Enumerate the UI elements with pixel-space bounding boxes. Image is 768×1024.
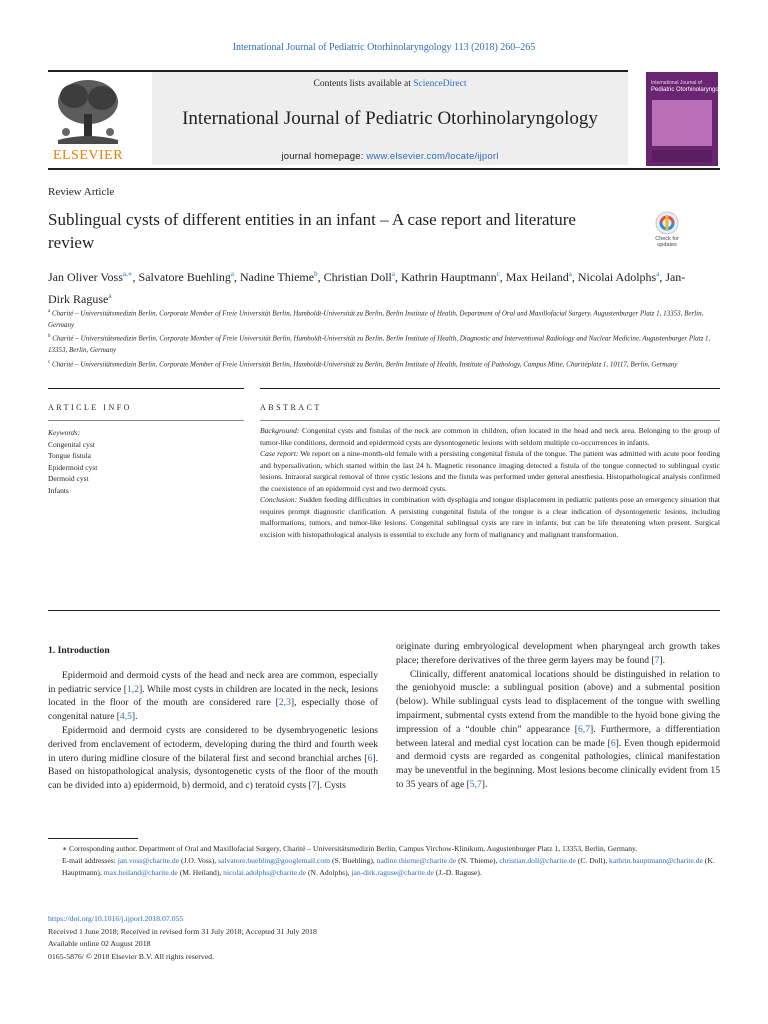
author-name: Jan Oliver Voss <box>48 270 123 284</box>
keyword: Congenital cyst <box>48 439 95 449</box>
intro-paragraph-3 <box>396 668 720 792</box>
abstract-heading: ABSTRACT <box>260 403 322 412</box>
affiliation-marker: c <box>48 359 51 365</box>
citation-reference-link[interactable]: 6,7 <box>578 723 590 735</box>
abstract-section-label: Conclusion: <box>260 495 298 504</box>
citation-reference-link[interactable]: 7 <box>654 654 660 666</box>
email-owner: (N. Adolphs), <box>306 868 352 877</box>
check-for-updates-label: Check for updates <box>655 236 679 248</box>
affiliation <box>48 331 720 356</box>
keyword: Infants <box>48 485 69 495</box>
author-affiliation-marker[interactable]: a <box>391 270 396 278</box>
sciencedirect-link[interactable]: ScienceDirect <box>413 79 467 89</box>
keyword: Dermoid cyst <box>48 474 89 483</box>
paragraph-text: ]. Even though epidermoid and dermoid cysts are regarded as congenital pathologies, clinical manifestation may be uneventful in the beginning. Most lesions become clinically evident from 15 to 35 years of age [ <box>396 737 720 790</box>
publication-info <box>48 913 720 963</box>
keyword: Epidermoid cyst <box>48 462 98 472</box>
author-affiliation-marker[interactable]: a <box>108 292 112 300</box>
article-type: Review Article <box>48 186 115 198</box>
homepage-link[interactable]: www.elsevier.com/locate/ijporl <box>366 151 499 162</box>
paragraph-text: Clinically, different anatomical locations should be distinguished in relation to the geniohyoid muscle: a sublingual position (above) and a submental position (below). While sublingual cysts lead to displacement of the tongue with swelling impairment, submental cysts extend from the mandible to the hyoid bone giving the impression of a “double chin” appearance [ <box>396 668 720 735</box>
section-heading-introduction: 1. Introduction <box>48 645 110 656</box>
article-info-heading: ARTICLE INFO <box>48 403 132 412</box>
author-affiliation-marker[interactable]: a <box>656 270 660 278</box>
email-link[interactable]: christian.doll@charite.de <box>499 856 576 865</box>
email-owner: (K. Hauptmann), <box>62 856 715 877</box>
citation-reference-link[interactable]: 6 <box>367 752 373 764</box>
author-name: Christian Doll <box>323 270 392 284</box>
paragraph-text: Epidermoid and dermoid cysts of the head and neck area are common, especially in pediatric service [ <box>48 669 378 695</box>
email-link[interactable]: jan-dirk.raguse@charite.de <box>351 868 434 877</box>
email-link[interactable]: nadine.thieme@charite.de <box>376 856 457 865</box>
email-link[interactable]: jan.voss@charite.de <box>117 856 180 865</box>
body-column-left <box>48 644 378 793</box>
cover-title-small: International Journal of <box>651 80 702 86</box>
email-link[interactable]: salvatore.buehling@googlemail.com <box>218 856 331 865</box>
footnotes <box>48 843 720 879</box>
affiliations <box>48 306 720 370</box>
article-info-rule <box>48 388 244 389</box>
keyword-list <box>48 439 244 497</box>
journal-homepage <box>152 151 628 162</box>
received-dates: Received 1 June 2018; Received in revised form 31 July 2018; Accepted 31 July 2018 <box>48 926 317 936</box>
abstract-body <box>260 425 720 540</box>
available-online: Available online 02 August 2018 <box>48 939 151 948</box>
abstract-section-label: Case report: <box>260 449 299 458</box>
cover-image <box>652 100 712 146</box>
paragraph-text: originate during embryological development when pharyngeal arch growth takes place; therefore derivatives of the three germ layers may be found [ <box>396 641 720 666</box>
contents-prefix: Contents lists available at <box>313 79 414 89</box>
citation-reference-link[interactable]: 1,2 <box>126 683 139 695</box>
paragraph-text: ]. Based on histopathological analysis, dysontogenetic cysts of the floor of the mouth can be divided into a) epidermoid, b) dermoid, and c) teratoid cysts [ <box>48 752 378 792</box>
journal-name: International Journal of Pediatric Otorhinolaryngology <box>182 108 598 129</box>
affiliation-marker: a <box>48 309 51 314</box>
paragraph-text: ]. <box>659 654 666 666</box>
header-rule-bottom <box>48 168 720 170</box>
paragraph-text: ]. Cysts <box>316 780 346 792</box>
abstract-bottom-rule <box>48 610 720 611</box>
contents-line <box>152 79 628 89</box>
keywords-label: Keywords: <box>48 428 81 437</box>
paragraph-text: ]. Furthermore, a differentiation between lateral and medial cyst location can be made [ <box>396 723 720 749</box>
homepage-prefix: journal homepage: <box>281 151 367 162</box>
article-info-subrule <box>48 420 244 421</box>
abstract-section-text: Congenital cysts and fistulas of the neck are common in children, often located in the head and neck area. Belonging to the group of tumor-like conditions, dermoid and epidermoid cysts are dysontogenetic lesions with seldom multiple co-occurrences in infants. <box>260 426 720 447</box>
author-name: Kathrin Hauptmann <box>401 270 497 284</box>
abstract-section <box>260 425 720 448</box>
citation-reference-link[interactable]: 6 <box>610 737 616 749</box>
email-owner: (C. Doll), <box>575 856 610 865</box>
footnote-rule <box>48 838 138 839</box>
affiliation-text: Charité – Universitätsmedizin Berlin, Corporate Member of Freie Universität Berlin, Humboldt-Universität zu Berlin, Berlin Institute of Health, Institute of Pathology, Campus Mitte, Charitéplatz 1, 10117, Berlin, Germany <box>51 359 678 368</box>
journal-citation[interactable]: International Journal of Pediatric Otorhinolaryngology 113 (2018) 260–265 <box>232 42 536 53</box>
author-affiliation-marker[interactable]: c <box>496 270 500 278</box>
author-name: Jan-Dirk Raguse <box>48 270 686 306</box>
email-owner: (N. Thieme), <box>456 856 500 865</box>
abstract-section <box>260 494 720 540</box>
author-name: Max Heiland <box>505 270 569 284</box>
email-label: E-mail addresses: <box>62 856 116 865</box>
affiliation-text: Charité – Universitätsmedizin Berlin, Corporate Member of Freie Universität Berlin, Humboldt-Universität zu Berlin, Berlin Institute of Health, Diagnostic and Interventional Radiology and Nuclear Medicine, Augustenburger Platz 1, 13353, Berlin, Germany <box>48 334 711 355</box>
cover-title: Pediatric Otorhinolaryngology <box>651 87 730 93</box>
keyword: Tongue fistula <box>48 451 92 460</box>
abstract-section-label: Background: <box>260 426 300 435</box>
author-affiliation-marker[interactable]: a <box>230 270 234 278</box>
article-title: Sublingual cysts of different entities in an infant – A case report and literature review <box>48 210 576 252</box>
email-owner: (J.O. Voss), <box>179 856 219 865</box>
author-affiliation-marker[interactable]: a,∗ <box>122 270 133 278</box>
doi-link[interactable]: https://doi.org/10.1016/j.ijporl.2018.07.055 <box>48 914 184 923</box>
affiliation <box>48 306 720 331</box>
paragraph-text: ]. <box>481 778 488 790</box>
intro-paragraph-2-continued <box>396 640 720 668</box>
abstract-rule <box>260 388 720 389</box>
keywords-block <box>48 427 244 496</box>
paragraph-text: ]. While most cysts in children are located in the neck, lesions located in the floor of the mouth are considered rare [ <box>48 683 378 709</box>
intro-paragraph-1 <box>48 669 378 724</box>
email-link[interactable]: kathrin.hauptmann@charite.de <box>609 856 703 865</box>
email-link[interactable]: nicolai.adolphs@charite.de <box>223 868 307 877</box>
body-column-right <box>396 640 720 792</box>
paragraph-text: ]. <box>131 711 138 723</box>
citation-reference-link[interactable]: 2,3 <box>278 697 291 709</box>
email-owner: (M. Heiland), <box>177 868 224 877</box>
author-list: Jan Oliver Voss$^{a,∗}$, Salvatore Buehling$^a$, Nadine Thieme$^b$, Christian Doll$^a$, Kathrin Hauptmann$^c$, Max Heiland$^a$, Nicolai Adolphs$^a$, Jan-Dirk Raguse$^a$ <box>48 270 686 306</box>
author-name: Salvatore Buehling <box>138 270 231 284</box>
author-name: Nadine Thieme <box>239 270 315 284</box>
citation-reference-link[interactable]: 7 <box>311 780 317 792</box>
author-affiliation-marker[interactable]: b <box>314 270 318 278</box>
corresponding-author-note: ∗ Corresponding author. Department of Oral and Maxillofacial Surgery, Charité – Universitätsmedizin Berlin, Campus Virchow-Klinikum, Augustenburger Platz 1, 13353, Berlin, Germany. <box>62 844 638 853</box>
elsevier-wordmark: ELSEVIER <box>52 148 124 163</box>
citation-reference-link[interactable]: 4,5 <box>119 711 132 723</box>
affiliation-text: Charité – Universitätsmedizin Berlin, Corporate Member of Freie Universität Berlin, Humboldt-Universität zu Berlin, Berlin Institute of Health, Department of Oral and Maxillofacial Surgery, Augustenburger Platz 1, 13353, Berlin, Germany <box>48 309 704 329</box>
email-addresses <box>48 855 720 879</box>
citation-reference-link[interactable]: 5,7 <box>469 778 482 790</box>
intro-paragraph-2 <box>48 724 378 793</box>
author-affiliation-marker[interactable]: a <box>568 270 572 278</box>
abstract-section <box>260 448 720 494</box>
affiliation <box>48 357 720 371</box>
email-owner: (J.-D. Raguse). <box>433 868 482 877</box>
abstract-section-text: We report on a nine-month-old female with a persisting congenital fistula of the tongue. The patient was admitted with acute poor feeding and hypersalivation, which started within the last 24 h. Magnetic resonance imaging detected a fistula of the tongue connected to sublingual cystic lesions. Intraoral surgical removal of three cystic lesions and the fistula was performed under general anesthesia. Histopathological analysis confirmed the coexistence of an epidermoid cyst and two dermoid cysts. <box>260 449 721 493</box>
paragraph-text: ], especially those of congenital nature [ <box>48 697 378 723</box>
issn-copyright: 0165-5876/ © 2018 Elsevier B.V. All rights reserved. <box>48 951 215 961</box>
abstract-section-text: Sudden feeding difficulties in combination with dysphagia and tongue displacement in pediatric patients pose an emergency situation that requires prompt diagnostic clarification. A persisting congenital fistula of the tongue is a clear indication of dysontogenetic lesions, including malformations, tumors, and tumor-like lesions. Congenital sublingual cysts are rare in infants, but can be life threatening when present. Surgical excision with histopathological analysis is essential to exclude any form of malignancy and malignant transformation. <box>260 495 720 539</box>
affiliation-marker: b <box>48 334 51 340</box>
abstract-subrule <box>260 420 720 421</box>
author-name: Nicolai Adolphs <box>577 270 657 284</box>
cover-footer <box>652 150 712 162</box>
email-owner: (S. Buehling), <box>330 856 377 865</box>
email-link[interactable]: max.heiland@charite.de <box>103 868 178 877</box>
paragraph-text: Epidermoid and dermoid cysts are considered to be dysembryogenetic lesions derived from enclavement of ectoderm, developing during the third and fourth week in utero during midline closure of the bilateral first and second branchial arches [ <box>48 724 378 764</box>
